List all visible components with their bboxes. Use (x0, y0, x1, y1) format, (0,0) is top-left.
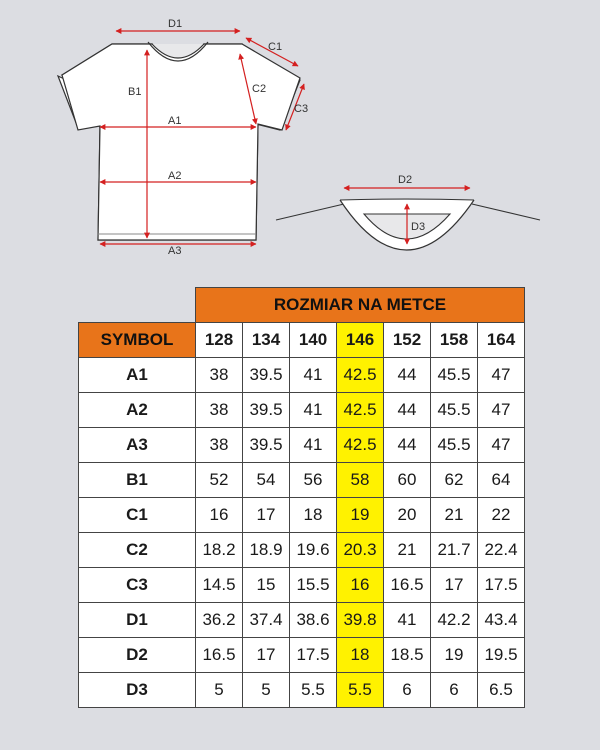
row-symbol: A2 (79, 393, 196, 428)
measure-cell-highlighted: 19 (337, 498, 384, 533)
measure-cell: 16.5 (384, 568, 431, 603)
measure-cell: 21 (384, 533, 431, 568)
row-symbol: D1 (79, 603, 196, 638)
measure-cell: 38 (196, 358, 243, 393)
measure-cell-highlighted: 42.5 (337, 358, 384, 393)
measure-cell: 6 (384, 673, 431, 708)
measure-cell: 19 (431, 638, 478, 673)
measure-cell: 39.5 (243, 428, 290, 463)
measure-cell: 45.5 (431, 358, 478, 393)
measure-cell: 44 (384, 393, 431, 428)
table-row (79, 498, 525, 533)
measure-cell: 16 (196, 498, 243, 533)
size-header-highlighted: 146 (337, 323, 384, 358)
label-d2: D2 (398, 174, 413, 186)
label-a2: A2 (168, 170, 182, 182)
measure-cell: 37.4 (243, 603, 290, 638)
table-row (79, 638, 525, 673)
measure-cell: 15.5 (290, 568, 337, 603)
measure-cell: 44 (384, 428, 431, 463)
measure-cell: 41 (290, 358, 337, 393)
row-symbol: D3 (79, 673, 196, 708)
measure-cell: 45.5 (431, 428, 478, 463)
row-symbol: C3 (79, 568, 196, 603)
measure-cell: 22.4 (478, 533, 525, 568)
row-symbol: C2 (79, 533, 196, 568)
measure-cell-highlighted: 42.5 (337, 393, 384, 428)
measure-cell: 21.7 (431, 533, 478, 568)
measure-cell: 17 (243, 498, 290, 533)
measure-cell: 19.6 (290, 533, 337, 568)
size-label-title: ROZMIAR NA METCE (196, 288, 525, 323)
size-header: 158 (431, 323, 478, 358)
row-symbol: B1 (79, 463, 196, 498)
measure-cell: 17 (431, 568, 478, 603)
measure-cell: 39.5 (243, 358, 290, 393)
measure-cell: 41 (290, 393, 337, 428)
measure-cell: 38 (196, 393, 243, 428)
row-symbol: A1 (79, 358, 196, 393)
table-row (79, 463, 525, 498)
row-symbol: D2 (79, 638, 196, 673)
measure-cell: 42.2 (431, 603, 478, 638)
tshirt-outline (58, 42, 300, 240)
label-c2: C2 (252, 83, 267, 95)
label-a3: A3 (168, 245, 182, 257)
measure-cell: 18.2 (196, 533, 243, 568)
measure-cell: 44 (384, 358, 431, 393)
measure-cell: 6.5 (478, 673, 525, 708)
size-header: 134 (243, 323, 290, 358)
measure-cell: 43.4 (478, 603, 525, 638)
measure-cell: 18.9 (243, 533, 290, 568)
measure-cell: 18 (290, 498, 337, 533)
corner-cell (79, 288, 196, 323)
measure-cell: 6 (431, 673, 478, 708)
size-header: 140 (290, 323, 337, 358)
table-row (79, 358, 525, 393)
title-row (79, 288, 525, 323)
symbol-header: SYMBOL (79, 323, 196, 358)
tshirt-measurement-diagram (0, 0, 600, 270)
measure-cell: 17.5 (478, 568, 525, 603)
measure-cell: 56 (290, 463, 337, 498)
measure-cell: 62 (431, 463, 478, 498)
measure-cell: 5.5 (290, 673, 337, 708)
size-chart-table (78, 287, 525, 708)
size-header: 164 (478, 323, 525, 358)
table-row (79, 428, 525, 463)
row-symbol: C1 (79, 498, 196, 533)
neck-detail (276, 188, 540, 250)
label-c3: C3 (294, 103, 309, 115)
table-row (79, 603, 525, 638)
measure-cell: 64 (478, 463, 525, 498)
measure-cell: 17.5 (290, 638, 337, 673)
measure-cell-highlighted: 18 (337, 638, 384, 673)
measure-cell: 18.5 (384, 638, 431, 673)
measure-cell: 36.2 (196, 603, 243, 638)
label-c1: C1 (268, 41, 283, 53)
measure-cell: 47 (478, 358, 525, 393)
measure-cell: 22 (478, 498, 525, 533)
size-header: 152 (384, 323, 431, 358)
label-d3: D3 (411, 221, 426, 233)
measure-cell: 17 (243, 638, 290, 673)
label-d1: D1 (168, 18, 183, 30)
measure-cell: 5 (196, 673, 243, 708)
measure-cell: 52 (196, 463, 243, 498)
measure-cell: 39.5 (243, 393, 290, 428)
measure-cell-highlighted: 5.5 (337, 673, 384, 708)
measure-cell: 38 (196, 428, 243, 463)
label-a1: A1 (168, 115, 182, 127)
measure-cell: 54 (243, 463, 290, 498)
label-b1: B1 (128, 86, 142, 98)
measure-cell: 47 (478, 393, 525, 428)
measure-cell-highlighted: 16 (337, 568, 384, 603)
measure-cell: 5 (243, 673, 290, 708)
size-header: 128 (196, 323, 243, 358)
measure-cell: 14.5 (196, 568, 243, 603)
measure-cell-highlighted: 58 (337, 463, 384, 498)
measure-cell-highlighted: 42.5 (337, 428, 384, 463)
measure-cell: 19.5 (478, 638, 525, 673)
measure-cell-highlighted: 39.8 (337, 603, 384, 638)
measure-cell: 41 (384, 603, 431, 638)
measure-cell: 47 (478, 428, 525, 463)
measure-cell: 16.5 (196, 638, 243, 673)
measure-cell: 38.6 (290, 603, 337, 638)
measure-cell: 60 (384, 463, 431, 498)
measure-cell-highlighted: 20.3 (337, 533, 384, 568)
measure-cell: 20 (384, 498, 431, 533)
row-symbol: A3 (79, 428, 196, 463)
table-row (79, 673, 525, 708)
table-row (79, 533, 525, 568)
measure-cell: 15 (243, 568, 290, 603)
header-row (79, 323, 525, 358)
table-row (79, 393, 525, 428)
measure-cell: 21 (431, 498, 478, 533)
table-row (79, 568, 525, 603)
measure-cell: 45.5 (431, 393, 478, 428)
measure-cell: 41 (290, 428, 337, 463)
